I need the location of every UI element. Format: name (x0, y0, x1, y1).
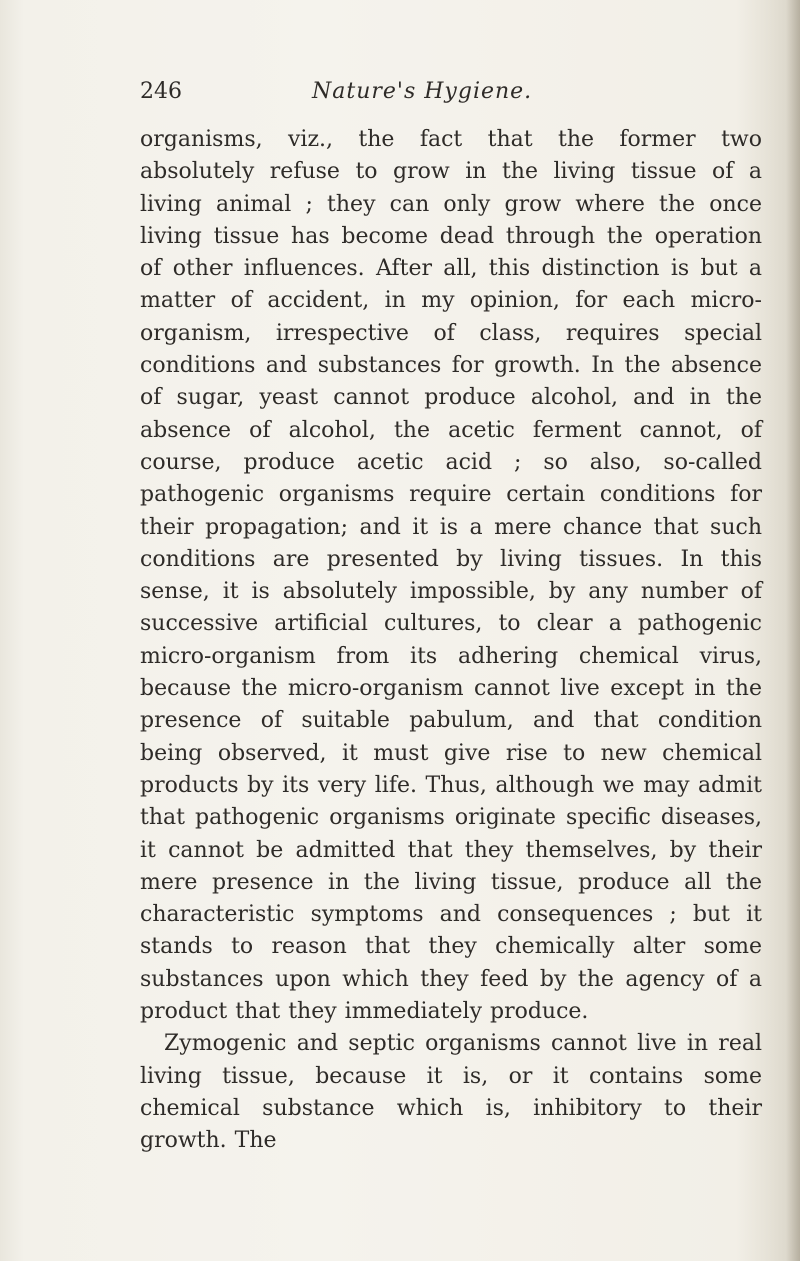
page-edge-shadow (786, 0, 800, 1261)
body-text (140, 124, 762, 1158)
paragraph-zymogenic: Zymogenic and septic organisms cannot live in real living tissue, because it is, or it contains some chemical substance which is, inhibitory to their growth. The (140, 1031, 762, 1154)
paragraph-continued: organisms, viz., the fact that the former two absolutely refuse to grow in the living tissue of a living animal ; they can only grow where the once living tissue has become dead through the operation of other influences. After all, this distinction is but a matter of accident, in my opinion, for each micro-organism, irrespective of class, requires special conditions and substances for growth. In the absence of sugar, yeast cannot produce alcohol, and in the absence of alcohol, the acetic ferment cannot, of course, produce acetic acid ; so also, so-called pathogenic organisms require certain conditions for their propagation; and it is a mere chance that such conditions are presented by living tissues. In this sense, it is absolutely impossible, by any number of successive artificial cultures, to clear a pathogenic micro-organism from its adhering chemical virus, because the micro-organism cannot live except in the presence of suitable pabulum, and that condition being observed, it must give rise to new chemical products by its very life. Thus, although we may admit that pathogenic organisms originate specific diseases, it cannot be admitted that they themselves, by their mere presence in the living tissue, produce all the characteristic symptoms and consequences ; but it stands to reason that they chemically alter some substances upon which they feed by the agency of a product that they immediately produce. (140, 127, 762, 1025)
page-number: 246 (140, 79, 182, 104)
page-header (140, 76, 760, 108)
running-title: Nature's Hygiene. (312, 79, 533, 104)
